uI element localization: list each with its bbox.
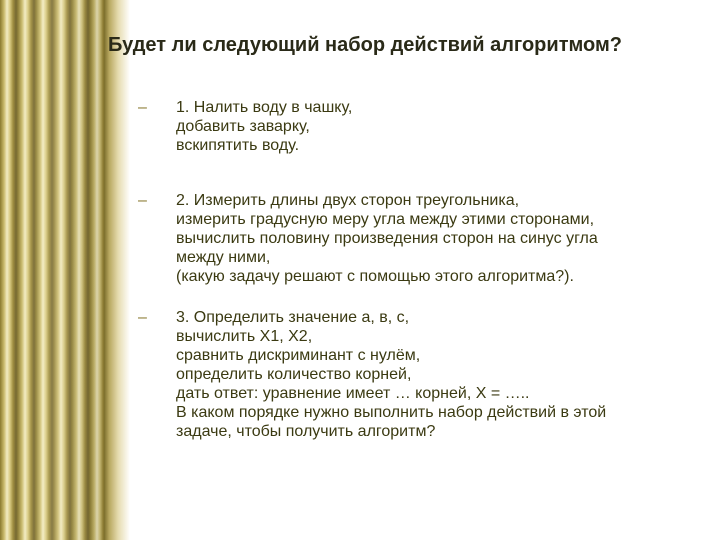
bullet-dash: – [138, 99, 147, 116]
item-line: сравнить дискриминант с нулём, [176, 347, 421, 364]
decorative-edge-shadow [104, 0, 130, 540]
list-item [138, 191, 713, 286]
list-item [138, 98, 713, 155]
item-line: 3. Определить значение a, в, c, [176, 309, 410, 326]
item-line: (какую задачу решают с помощью этого алгоритма?). [176, 268, 574, 285]
list-item [138, 308, 713, 441]
bullet-dash: – [138, 192, 147, 209]
item-line: задаче, чтобы получить алгоритм? [176, 423, 436, 440]
slide-title: Будет ли следующий набор действий алгоритмом? [108, 34, 622, 56]
item-line: В каком порядке нужно выполнить набор действий в этой [176, 404, 607, 421]
item-line: определить количество корней, [176, 366, 412, 383]
item-line: вычислить половину произведения сторон на синус угла [176, 230, 598, 247]
decorative-stripe-band [0, 0, 104, 540]
item-line: 2. Измерить длины двух сторон треугольника, [176, 192, 520, 209]
item-line: добавить заварку, [176, 118, 310, 135]
item-line: вскипятить воду. [176, 137, 300, 154]
content-list [138, 98, 713, 441]
bullet-dash: – [138, 309, 147, 326]
item-line: измерить градусную меру угла между этими сторонами, [176, 211, 595, 228]
item-line: дать ответ: уравнение имеет … корней, Х = ….. [176, 385, 530, 402]
item-line: между ними, [176, 249, 271, 266]
item-line: 1. Налить воду в чашку, [176, 99, 353, 116]
item-line: вычислить X1, X2, [176, 328, 313, 345]
